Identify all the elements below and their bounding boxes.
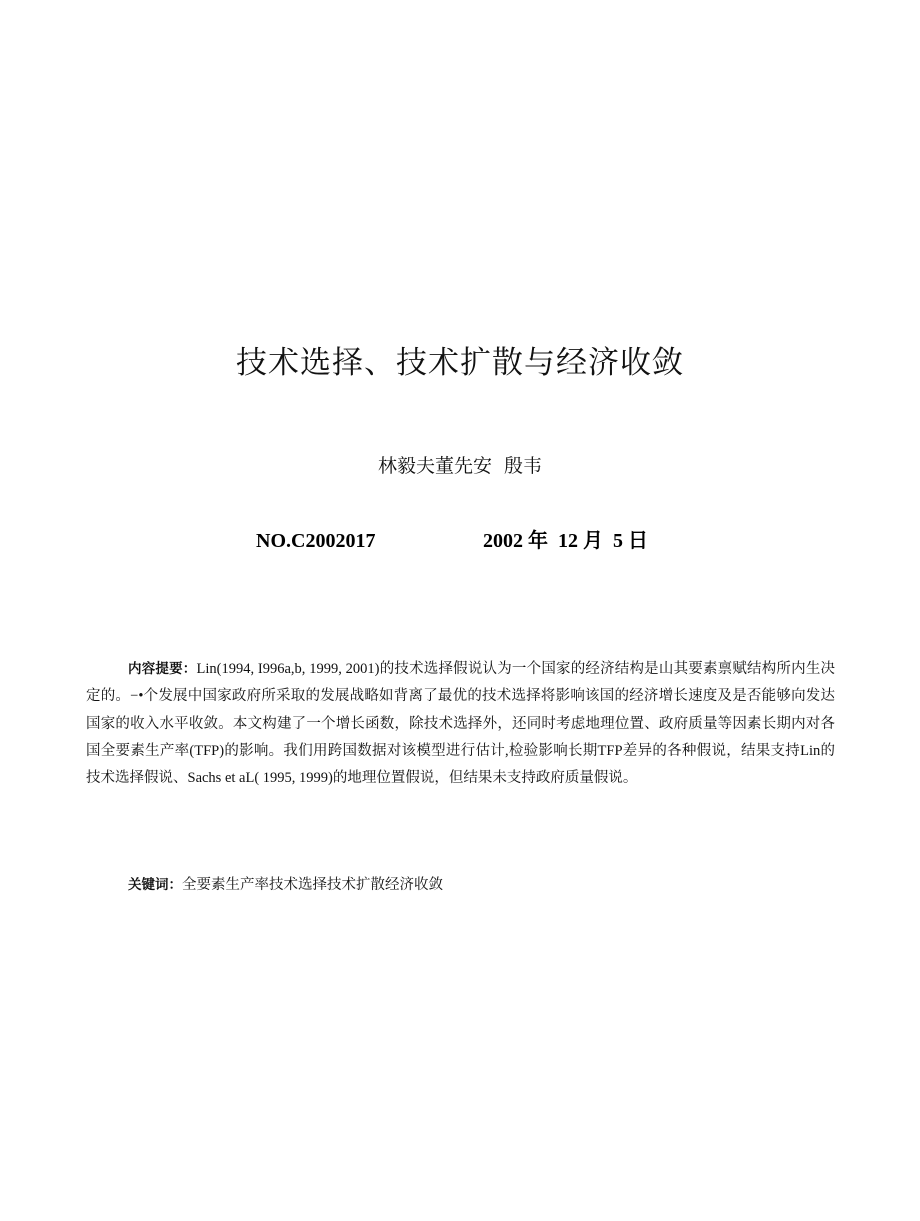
abstract-paragraph <box>86 656 835 792</box>
keywords-text: 全要素生产率技术选择技术扩散经济收敛 <box>182 877 443 893</box>
keywords-label: 关键词： <box>128 877 182 893</box>
author-list: 林毅夫董先安 殷韦 <box>377 455 543 477</box>
paper-date: 2002 年 12 月 5 日 <box>483 530 648 552</box>
paper-title: 技术选择、技术扩散与经济收敛 <box>236 345 684 381</box>
paper-number: NO.C2002017 <box>256 530 376 552</box>
abstract-text: Lin(1994, I996a,b, 1999, 2001)的技术选择假说认为一个国家的经济结构是山其要素禀赋结构所内生决定的。−•个发展中国家政府所采取的发展战略如背离了最优的技术选择将影响该国的经济增长速度及是否能够向发达国家的收入水平收敛。本文构建了一个增长函数，除技术选择外，还同时考虑地理位置、政府质量等因素长期内对各国全要素生产率(TFP)的影响。我们用跨国数据对该模型进行估计,检验影响长期TFP差异的各种假说，结果支持Lin的技术选择假说、Sachs et aL( 1995, 1999)的地理位置假说，但结果未支持政府质量假说。 <box>86 661 836 787</box>
abstract-label: 内容提要： <box>128 661 197 677</box>
keywords-line <box>128 872 828 899</box>
